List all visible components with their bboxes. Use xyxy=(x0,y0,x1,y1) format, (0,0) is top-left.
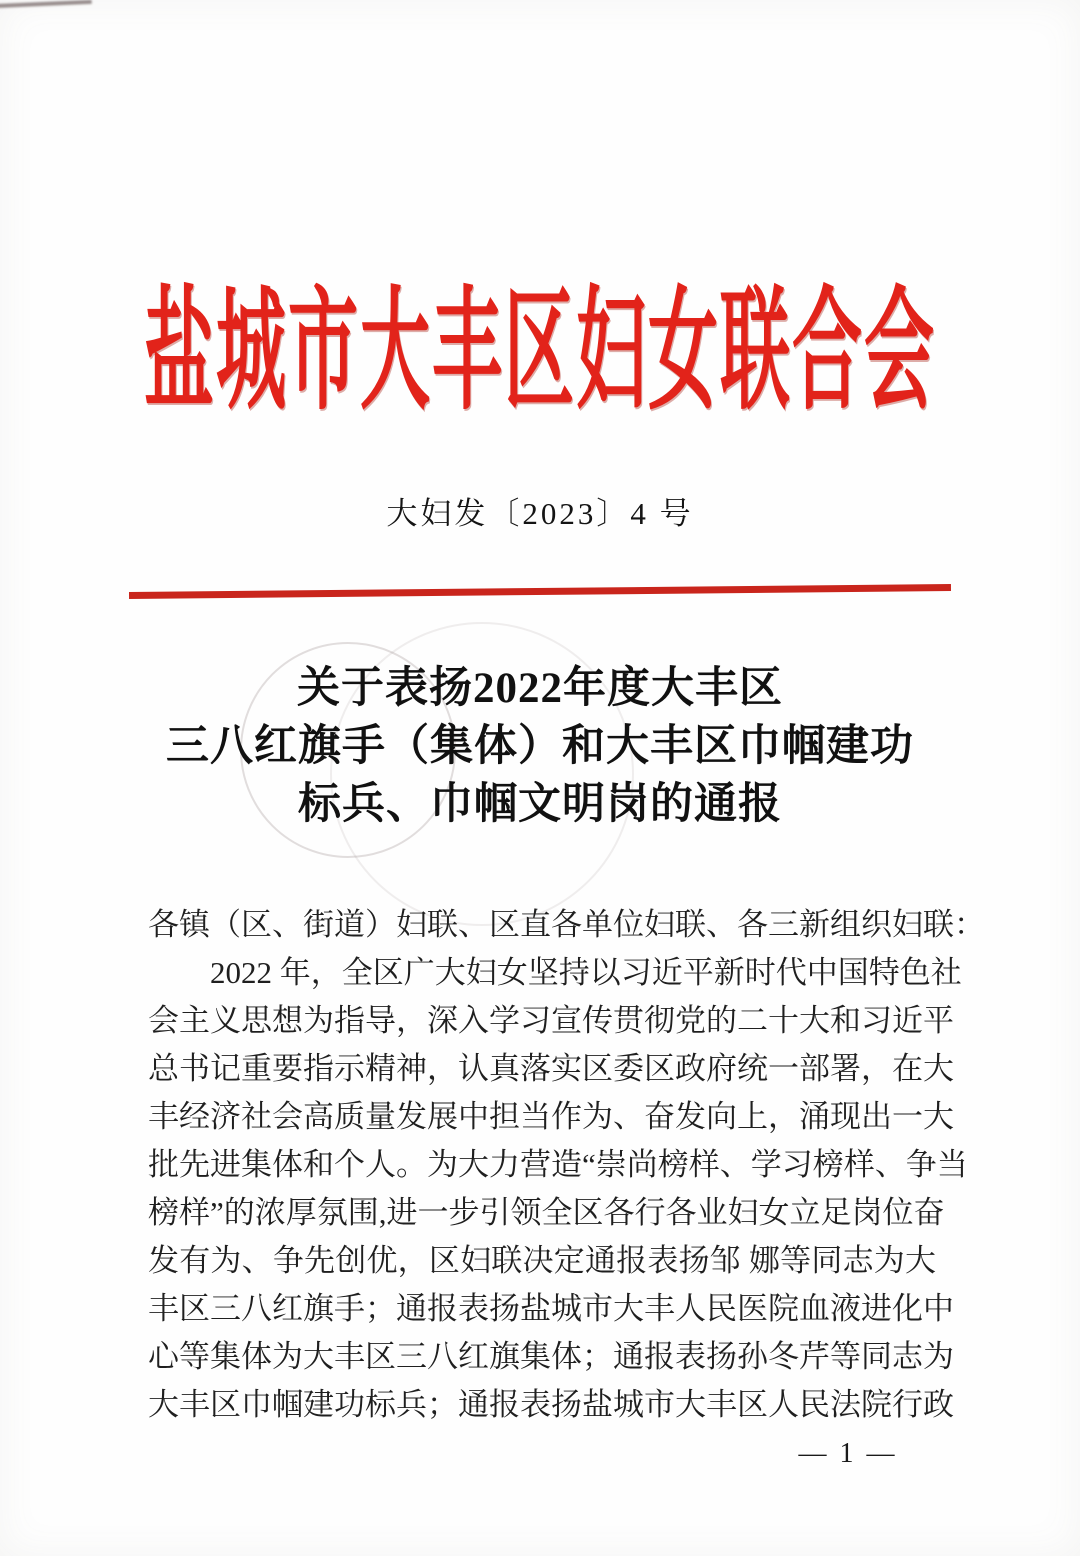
title-line-2: 三八红旗手（集体）和大丰区巾帼建功 xyxy=(166,723,914,770)
body-line: 榜样”的浓厚氛围,进一步引领全区各行各业妇女立足岗位奋 xyxy=(148,1195,945,1230)
body-line: 批先进集体和个人。为大力营造“崇尚榜样、学习榜样、争当 xyxy=(148,1147,968,1182)
masthead xyxy=(0,268,1080,427)
page-number: — 1 — xyxy=(798,1438,898,1469)
salutation-line: 各镇（区、街道）妇联、区直各单位妇联、各三新组织妇联： xyxy=(148,907,985,942)
document-number: 大妇发〔2023〕4 号 xyxy=(386,496,694,531)
masthead-title: 盐城市大丰区妇女联合会 xyxy=(144,280,936,427)
body-line: 发有为、争先创优，区妇联决定通报表扬邹 娜等同志为大 xyxy=(148,1243,936,1278)
body-line: 丰经济社会高质量发展中担当作为、奋发向上，涌现出一大 xyxy=(148,1099,954,1134)
document-body xyxy=(148,901,985,1429)
body-line: 心等集体为大丰区三八红旗集体；通报表扬孙冬芹等同志为 xyxy=(148,1339,954,1374)
red-divider-rule xyxy=(129,584,951,599)
document-title xyxy=(0,660,1080,834)
body-line: 会主义思想为指导，深入学习宣传贯彻党的二十大和习近平 xyxy=(148,1003,954,1038)
body-line: 2022 年，全区广大妇女坚持以习近平新时代中国特色社 xyxy=(210,955,962,990)
title-line-3: 标兵、巾帼文明岗的通报 xyxy=(298,781,782,828)
scan-artifact xyxy=(0,0,92,22)
body-line: 丰区三八红旗手；通报表扬盐城市大丰人民医院血液进化中 xyxy=(148,1291,954,1326)
body-line: 大丰区巾帼建功标兵；通报表扬盐城市大丰区人民法院行政 xyxy=(148,1387,954,1422)
title-line-1: 关于表扬2022年度大丰区 xyxy=(297,665,783,712)
body-line: 总书记重要指示精神，认真落实区委区政府统一部署，在大 xyxy=(148,1051,954,1086)
